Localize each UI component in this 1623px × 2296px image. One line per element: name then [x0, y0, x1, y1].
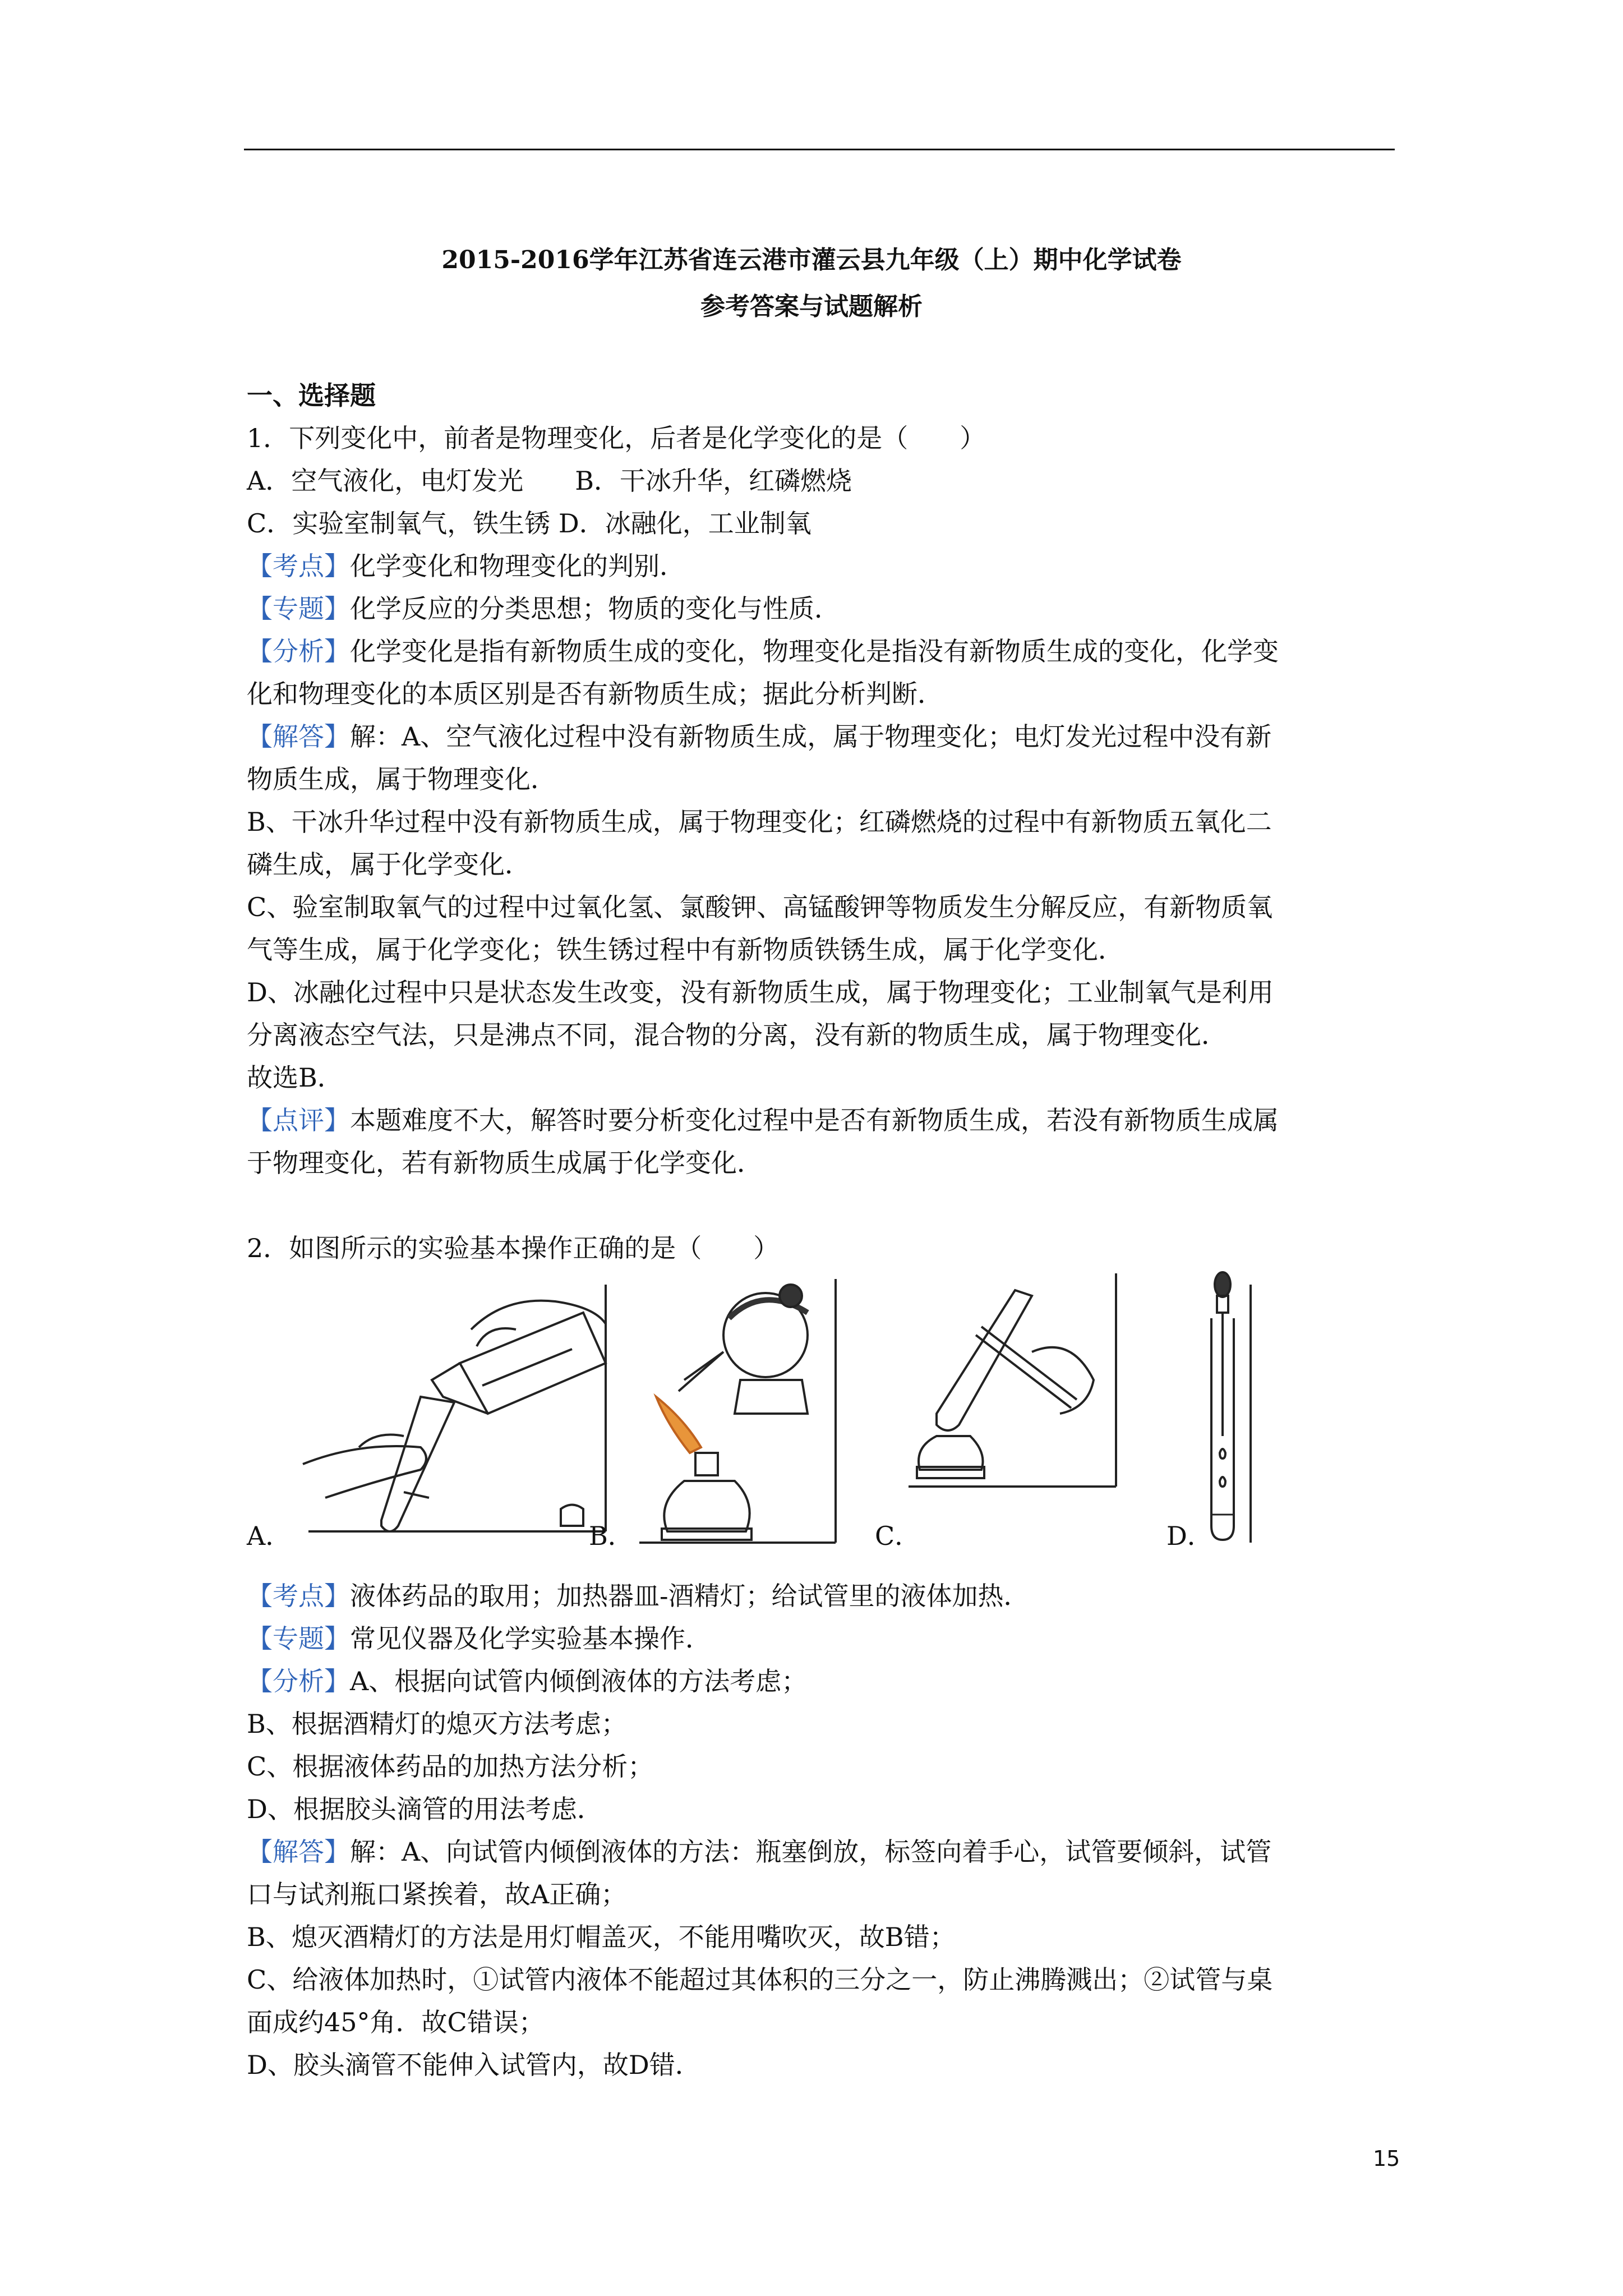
jieda-tag: 【解答】: [247, 1837, 350, 1867]
figure-d-dropper-in-tube: [1189, 1268, 1267, 1548]
zhuanti-tag: 【专题】: [247, 1623, 350, 1654]
figure-label-b: B．: [589, 1521, 634, 1551]
fenxi-tag: 【分析】: [247, 636, 350, 666]
figure-b-blowing-lamp: [617, 1268, 852, 1548]
q2-figures: [247, 1268, 1368, 1571]
q1-zhuanti: 【专题】化学反应的分类思想；物质的变化与性质．: [247, 593, 840, 624]
figure-label-c: C．: [875, 1521, 921, 1551]
figure-label-a: A．: [247, 1521, 292, 1551]
kaodian-tag: 【考点】: [247, 1581, 350, 1611]
q1-options-ab: A．空气液化，电灯发光 B．干冰升华，红磷燃烧: [247, 466, 852, 496]
section-heading: 一、选择题: [247, 380, 376, 411]
q1-kaodian: 【考点】化学变化和物理变化的判别．: [247, 551, 685, 581]
figure-label-d: D．: [1166, 1521, 1213, 1551]
q2-jieda: 【解答】解：A、向试管内倾倒液体的方法：瓶塞倒放，标签向着手心，试管要倾斜，试管: [247, 1837, 1272, 1867]
page-number: 15: [1373, 2146, 1400, 2171]
jieda-tag: 【解答】: [247, 721, 350, 752]
document-body: 一、选择题 1．下列变化中，前者是物理变化，后者是化学变化的是（ ） A．空气液化，电灯发光 B．干冰升华，红磷燃烧 C．实验室制氧气，铁生锈 D．冰融化，工业制氧 【考点】化学变化和物理变化的判别． 【专题】化学反应的分类思想；物质的变化与性质． 【分析】化学变化是指有新物质生成的变化，物理变化是指没有新物质生成的变化，化学变 化和物理变化的本质区别是否有新物质生成；据此分析判断． 【解答】解：A、空气液化过程中没有新物质生成，属于物理变化；电灯发光过程中没有新 物质生成，属于物理变化． B、干冰升华过程中没有新物质生成，属于物理变化；红磷燃烧的过程中有新物质五氧化二 磷生成，属于化学变化． C、验室制取氧气的过程中过氧化氢、氯酸钾、高锰酸钾等物质发生分解反应，有新物质氧 气等生成，属于化学变化；铁生锈过程中有新物质铁锈生成，属于化学变化． D、冰融化过程中只是状态发生改变，没有新物质生成，属于物理变化；工业制氧气是利用 分离液态空气法，只是沸点不同，混合物的分离，没有新的物质生成，属于物理变化． 故选B． 【点评】本题难度不大，解答时要分析变化过程中是否有新物质生成，若没有新物质生成属 于物理变化，若有新物质生成属于化学变化． 2．如图所示的实验基本操作正确的是（ ） 【考点】液体药品的取用；加热器皿-酒精灯；给试管里的液体加热． 【专题】常见仪器及化学实验基本操作． 【分析】A、根据向试管内倾倒液体的方法考虑； B、根据酒精灯的熄灭方法考虑； C、根据液体药品的加热方法分析； D、根据胶头滴管的用法考虑． 【解答】解：A、向试管内倾倒液体的方法：瓶塞倒放，标签向着手心，试管要倾斜，试管 口与试剂瓶口紧挨着，故A正确； B、熄灭酒精灯的方法是用灯帽盖灭，不能用嘴吹灭，故B错； C、给液体加热时，①试管内液体不能超过其体积的三分之一，防止沸腾溅出；②试管与桌 面成约45°角．故C错误； D、胶头滴管不能伸入试管内，故D错．: [247, 374, 1413, 2086]
page-title: 2015-2016学年江苏省连云港市灌云县九年级（上）期中化学试卷: [441, 246, 1182, 274]
figure-c-heating-tube: [903, 1268, 1127, 1492]
q1-stem: 1．下列变化中，前者是物理变化，后者是化学变化的是（ ）: [247, 423, 986, 453]
dianping-tag: 【点评】: [247, 1105, 350, 1135]
q1-dianping: 【点评】本题难度不大，解答时要分析变化过程中是否有新物质生成，若没有新物质生成属: [247, 1105, 1279, 1135]
q2-kaodian: 【考点】液体药品的取用；加热器皿-酒精灯；给试管里的液体加热．: [247, 1581, 1030, 1611]
kaodian-tag: 【考点】: [247, 551, 350, 581]
q2-stem: 2．如图所示的实验基本操作正确的是（ ）: [247, 1233, 780, 1263]
q1-jieda: 【解答】解：A、空气液化过程中没有新物质生成，属于物理变化；电灯发光过程中没有新: [247, 721, 1272, 752]
fenxi-tag: 【分析】: [247, 1666, 350, 1696]
figure-a-pouring-liquid: [292, 1279, 617, 1537]
header-rule: [244, 149, 1395, 150]
q2-zhuanti: 【专题】常见仪器及化学实验基本操作．: [247, 1623, 711, 1654]
q2-fenxi: 【分析】A、根据向试管内倾倒液体的方法考虑；: [247, 1666, 808, 1696]
q1-fenxi: 【分析】化学变化是指有新物质生成的变化，物理变化是指没有新物质生成的变化，化学变: [247, 636, 1279, 666]
zhuanti-tag: 【专题】: [247, 593, 350, 624]
page-subtitle: 参考答案与试题解析: [700, 292, 923, 321]
q1-options-cd: C．实验室制氧气，铁生锈 D．冰融化，工业制氧: [247, 508, 811, 539]
